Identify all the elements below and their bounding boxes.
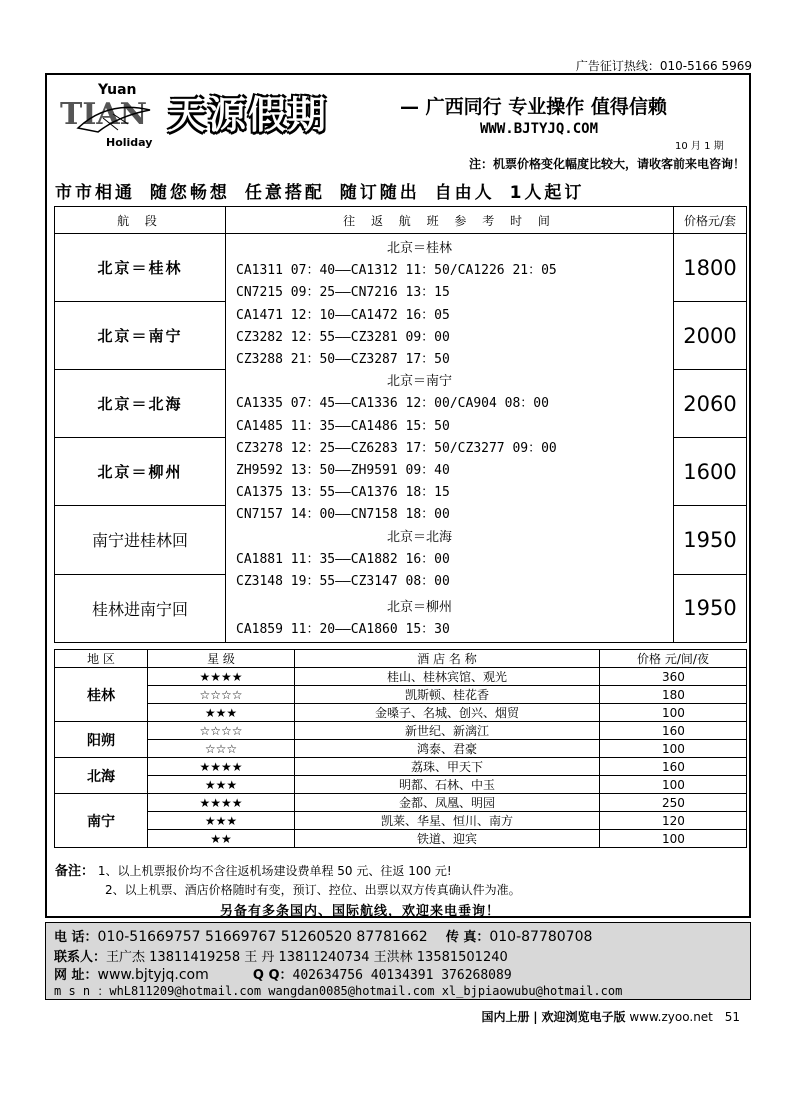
site-label: 网 址： xyxy=(54,968,98,983)
hotel-names: 桂山、桂林宾馆、观光 xyxy=(295,668,600,686)
col-stars: 星 级 xyxy=(148,650,295,668)
hotel-area: 北海 xyxy=(55,758,148,794)
times-caption: 北京＝柳州 xyxy=(386,600,452,616)
hotel-names: 凯斯顿、桂花香 xyxy=(295,686,600,704)
more-routes: 另备有多条国内、国际航线，欢迎来电垂询！ xyxy=(220,904,501,919)
page-footer xyxy=(481,1008,740,1025)
hotel-area: 南宁 xyxy=(55,794,148,848)
flight-line: CA1375 13：55——CA1376 18：15 xyxy=(236,485,450,501)
qq-numbers[interactable]: 402634756 40134391 376268089 xyxy=(292,968,512,983)
tagline: 市市相通 随您畅想 任意搭配 随订随出 自由人 1人起订 xyxy=(55,183,585,203)
col-route: 航 段 xyxy=(55,207,226,234)
footer-section: 国内上册 xyxy=(481,1010,530,1024)
route-price: 1600 xyxy=(674,438,747,506)
flight-line: CA1859 11：20——CA1860 15：30 xyxy=(236,622,450,638)
hotel-stars: ★★ xyxy=(148,830,295,848)
company-logo xyxy=(58,80,153,150)
table-row xyxy=(55,758,747,776)
hotel-names: 凯莱、华星、恒川、南方 xyxy=(295,812,600,830)
col-times: 往 返 航 班 参 考 时 间 xyxy=(226,207,674,234)
times-caption: 北京＝北海 xyxy=(386,529,452,545)
hotel-stars: ★★★★ xyxy=(148,758,295,776)
route-price: 1950 xyxy=(674,574,747,642)
table-row xyxy=(55,830,747,848)
col-price: 价格元/套 xyxy=(674,207,747,234)
contacts-list: 王广杰 13811419258 王 丹 13811240734 王洪林 13581501240 xyxy=(106,950,508,965)
contacts-line xyxy=(54,946,508,965)
hotel-price: 160 xyxy=(600,722,747,740)
flight-line: ZH9592 13：50——ZH9591 09：40 xyxy=(236,463,450,479)
hotel-names: 明都、石林、中玉 xyxy=(295,776,600,794)
flight-line: CZ3148 19：55——CZ3147 08：00 xyxy=(236,574,450,590)
hotel-price: 180 xyxy=(600,686,747,704)
route-name: 桂林进南宁回 xyxy=(55,574,226,642)
logo-graphic xyxy=(58,80,153,150)
hotel-price: 160 xyxy=(600,758,747,776)
flights-table xyxy=(54,206,747,643)
site-line xyxy=(54,964,512,983)
hotel-names: 铁道、迎宾 xyxy=(295,830,600,848)
route-price: 2000 xyxy=(674,302,747,370)
hotel-stars: ★★★ xyxy=(148,704,295,722)
table-row xyxy=(55,722,747,740)
flight-line: CA1311 07：40——CA1312 11：50/CA1226 21：05 xyxy=(236,263,557,279)
flight-line: CN7157 14：00——CN7158 18：00 xyxy=(236,507,450,523)
route-price: 1950 xyxy=(674,506,747,574)
hotel-price: 100 xyxy=(600,830,747,848)
route-name: 北京＝桂林 xyxy=(55,234,226,302)
fax-number[interactable]: 010-87780708 xyxy=(489,929,593,945)
flight-line: CA1485 11：35——CA1486 15：50 xyxy=(236,418,450,434)
brand-title: 天源假期 xyxy=(168,92,329,137)
table-row xyxy=(55,686,747,704)
brand-slogan: — 广西同行 专业操作 值得信赖 xyxy=(400,96,667,118)
logo-tian: TIAN xyxy=(60,97,148,132)
hotel-area: 阳朔 xyxy=(55,722,148,758)
flight-line: CZ3282 12：55——CZ3281 09：00 xyxy=(236,329,450,345)
flight-line: CZ3288 21：50——CZ3287 17：50 xyxy=(236,352,450,368)
table-row xyxy=(55,794,747,812)
logo-yuan: Yuan xyxy=(98,82,137,98)
hotel-price: 100 xyxy=(600,776,747,794)
contact-box xyxy=(45,922,751,1000)
msn-addresses[interactable]: whL811209@hotmail.com wangdan0085@hotmail.com xl_bjpiaowubu@hotmail.com xyxy=(109,984,623,998)
footer-browse: 欢迎浏览电子版 xyxy=(541,1010,626,1024)
route-price: 2060 xyxy=(674,370,747,438)
msn-label: m s n ： xyxy=(54,984,110,998)
note-text-1: 1、以上机票报价均不含往返机场建设费单程 50 元、往返 100 元! xyxy=(97,864,452,878)
hotel-area: 桂林 xyxy=(55,668,148,722)
hotel-price: 250 xyxy=(600,794,747,812)
footer-site[interactable]: www.zyoo.net xyxy=(629,1010,713,1024)
hotel-stars: ★★★ xyxy=(148,776,295,794)
hotel-names: 金都、凤凰、明园 xyxy=(295,794,600,812)
hotel-price: 120 xyxy=(600,812,747,830)
note-line-2: 2、以上机票、酒店价格随时有变，预订、控位、出票以双方传真确认件为准。 xyxy=(105,883,521,897)
hotel-price: 100 xyxy=(600,740,747,758)
page-number: 51 xyxy=(724,1010,740,1024)
hotel-names: 金嗓子、名城、创兴、烟贸 xyxy=(295,704,600,722)
hotel-stars: ☆☆☆☆ xyxy=(148,686,295,704)
route-price: 1800 xyxy=(674,234,747,302)
table-row xyxy=(55,668,747,686)
ad-hotline: 广告征订热线：010-5166 5969 xyxy=(575,59,752,73)
hotels-table xyxy=(54,649,747,848)
hotel-stars: ★★★★ xyxy=(148,668,295,686)
table-row xyxy=(55,704,747,722)
col-area: 地 区 xyxy=(55,650,148,668)
hotel-names: 荔珠、甲天下 xyxy=(295,758,600,776)
issue-label: 10 月 1 期 xyxy=(675,141,724,152)
hotel-names: 新世纪、新漓江 xyxy=(295,722,600,740)
flights-header-row xyxy=(55,207,747,234)
brand-url[interactable]: WWW.BJTYJQ.COM xyxy=(480,121,599,137)
price-notice: 注：机票价格变化幅度比较大，请收客前来电咨询！ xyxy=(468,157,745,171)
route-name: 南宁进桂林回 xyxy=(55,506,226,574)
table-row xyxy=(55,234,747,302)
notes-label: 备注： xyxy=(55,864,95,879)
footer-separator: | xyxy=(533,1010,538,1024)
times-caption: 北京＝南宁 xyxy=(386,374,452,390)
flight-line: CN7215 09：25——CN7216 13：15 xyxy=(236,285,450,301)
msn-line xyxy=(54,982,622,999)
route-name: 北京＝南宁 xyxy=(55,302,226,370)
table-row xyxy=(55,776,747,794)
qq-label: Q Q： xyxy=(252,968,293,983)
hotel-stars: ★★★ xyxy=(148,812,295,830)
flight-line: CA1471 12：10——CA1472 16：05 xyxy=(236,307,450,323)
col-hotel-price: 价格 元/间/夜 xyxy=(600,650,747,668)
flight-line: CA1335 07：45——CA1336 12：00/CA904 08：00 xyxy=(236,396,549,412)
fax-label: 传 真： xyxy=(445,930,490,945)
flight-line: CZ3278 12：25——CZ6283 17：50/CZ3277 09：00 xyxy=(236,440,557,456)
table-row xyxy=(55,812,747,830)
hotels-header-row xyxy=(55,650,747,668)
logo-holiday: Holiday xyxy=(106,136,153,149)
phone-label: 电 话： xyxy=(54,930,98,945)
table-row xyxy=(55,740,747,758)
hotel-names: 鸿泰、君豪 xyxy=(295,740,600,758)
hotel-price: 100 xyxy=(600,704,747,722)
col-hotel-names: 酒 店 名 称 xyxy=(295,650,600,668)
hotel-price: 360 xyxy=(600,668,747,686)
hotel-stars: ☆☆☆☆ xyxy=(148,722,295,740)
times-caption: 北京＝桂林 xyxy=(386,241,452,256)
flight-line: CA1881 11：35——CA1882 16：00 xyxy=(236,551,450,567)
hotel-stars: ★★★★ xyxy=(148,794,295,812)
hotel-stars: ☆☆☆ xyxy=(148,740,295,758)
flight-times xyxy=(226,234,674,643)
route-name: 北京＝柳州 xyxy=(55,438,226,506)
site-url[interactable]: www.bjtyjq.com xyxy=(97,967,209,983)
contacts-label: 联系人： xyxy=(54,950,107,965)
notes xyxy=(55,862,521,900)
phone-numbers[interactable]: 010-51669757 51669767 51260520 87781662 xyxy=(97,929,428,945)
note-line-1 xyxy=(55,862,521,881)
phone-line xyxy=(54,926,592,945)
route-name: 北京＝北海 xyxy=(55,370,226,438)
